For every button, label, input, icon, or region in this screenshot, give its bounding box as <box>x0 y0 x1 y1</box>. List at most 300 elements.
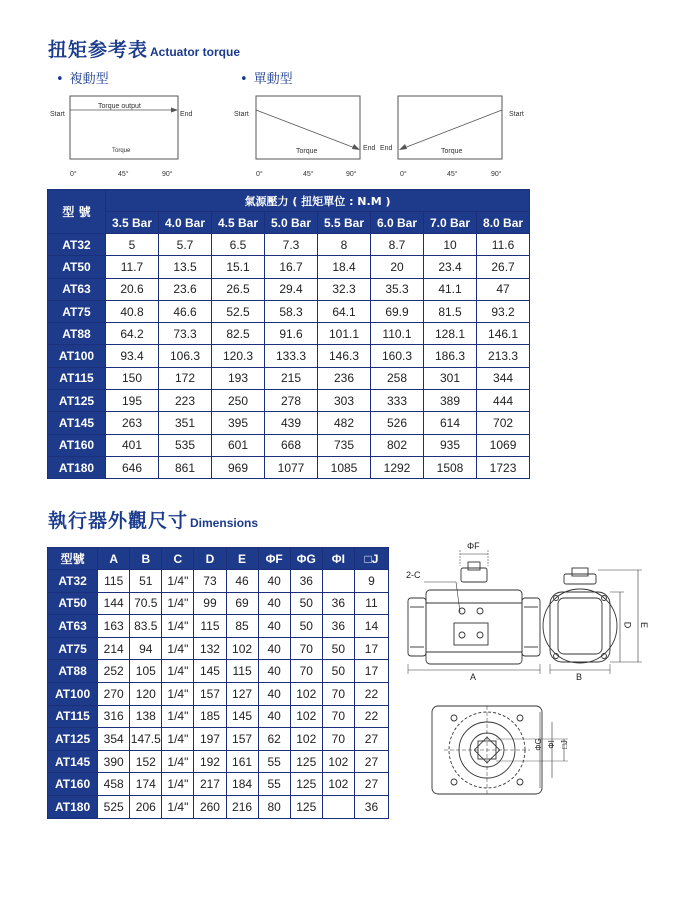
torque-cell: 215 <box>265 367 318 389</box>
torque-row-model: AT50 <box>48 256 106 278</box>
actuator-drawing-svg <box>398 540 660 820</box>
dimension-cell: 1/4" <box>162 637 194 660</box>
torque-cell: 702 <box>477 412 530 434</box>
torque-cell: 351 <box>159 412 212 434</box>
torque-cell: 236 <box>318 367 371 389</box>
dimension-cell: 125 <box>290 795 322 818</box>
graph-spring-close-start: Start <box>234 111 249 118</box>
torque-row-model: AT115 <box>48 367 106 389</box>
graph-spring-close <box>230 92 400 182</box>
dimension-cell: 184 <box>226 773 258 796</box>
torque-cell: 535 <box>159 434 212 456</box>
torque-cell: 128.1 <box>424 323 477 345</box>
dimension-table-row <box>48 592 389 615</box>
torque-cell: 278 <box>265 390 318 412</box>
dimension-cell: 50 <box>290 592 322 615</box>
dimension-cell: 145 <box>194 660 226 683</box>
dimension-cell: 152 <box>130 750 162 773</box>
dimension-cell: 185 <box>194 705 226 728</box>
torque-col-header: 7.0 Bar <box>424 212 477 234</box>
drawing-label-e: E <box>639 621 650 629</box>
dimension-cell: 70 <box>290 660 322 683</box>
single-acting-label: • 單動型 <box>240 72 293 87</box>
dimension-cell: 50 <box>322 637 354 660</box>
side-view-body <box>543 568 617 663</box>
torque-cell: 23.6 <box>159 278 212 300</box>
drawing-label-d: D <box>622 621 633 629</box>
torque-cell: 389 <box>424 390 477 412</box>
torque-cell: 5 <box>106 234 159 256</box>
torque-cell: 526 <box>371 412 424 434</box>
dimension-model-header: 型號 <box>48 548 98 570</box>
dimension-cell: 46 <box>226 570 258 593</box>
dimension-cell: 127 <box>226 682 258 705</box>
torque-cell: 186.3 <box>424 345 477 367</box>
torque-cell: 213.3 <box>477 345 530 367</box>
graph-spring-close-label: Torque <box>296 148 318 155</box>
torque-cell: 5.7 <box>159 234 212 256</box>
torque-cell: 301 <box>424 367 477 389</box>
torque-cell: 81.5 <box>424 300 477 322</box>
dimension-cell: 216 <box>226 795 258 818</box>
torque-cell: 41.1 <box>424 278 477 300</box>
dimension-row-model: AT63 <box>48 615 98 638</box>
dimension-row-model: AT88 <box>48 660 98 683</box>
dimension-col-header: D <box>194 548 226 570</box>
dimension-cell: 27 <box>354 773 388 796</box>
dimension-cell: 390 <box>98 750 130 773</box>
dimension-cell: 1/4" <box>162 750 194 773</box>
graph-double-acting <box>40 92 210 182</box>
torque-table-row <box>48 367 530 389</box>
dimension-cell: 11 <box>354 592 388 615</box>
torque-cell: 16.7 <box>265 256 318 278</box>
torque-cell: 133.3 <box>265 345 318 367</box>
torque-row-model: AT100 <box>48 345 106 367</box>
torque-cell: 93.2 <box>477 300 530 322</box>
dimension-table-row <box>48 773 389 796</box>
torque-row-model: AT145 <box>48 412 106 434</box>
torque-cell: 1723 <box>477 456 530 478</box>
dimension-cell: 147.5 <box>130 728 162 751</box>
dimension-row-model: AT160 <box>48 773 98 796</box>
dimension-col-header: ΦF <box>258 548 290 570</box>
torque-cell: 69.9 <box>371 300 424 322</box>
dimension-cell: 14 <box>354 615 388 638</box>
torque-cell: 258 <box>371 367 424 389</box>
graph-spring-open-label: Torque <box>441 148 463 155</box>
graph-spring-open-end: End <box>380 145 393 152</box>
torque-cell: 52.5 <box>212 300 265 322</box>
dimension-cell: 458 <box>98 773 130 796</box>
dimension-cell: 102 <box>290 682 322 705</box>
torque-col-header: 5.5 Bar <box>318 212 371 234</box>
drawing-label-phi-f: ΦF <box>467 541 480 551</box>
torque-table-row <box>48 345 530 367</box>
dimension-cell: 17 <box>354 660 388 683</box>
torque-cell: 106.3 <box>159 345 212 367</box>
graph-double-start: Start <box>50 111 65 118</box>
drawing-label-phi-g: ΦG <box>533 738 543 751</box>
dimension-table-row <box>48 750 389 773</box>
dimension-cell: 40 <box>258 592 290 615</box>
torque-cell: 193 <box>212 367 265 389</box>
dimension-cell: 62 <box>258 728 290 751</box>
torque-cell: 26.7 <box>477 256 530 278</box>
dimension-col-header: □J <box>354 548 388 570</box>
drawing-label-b: B <box>576 672 583 682</box>
torque-row-model: AT32 <box>48 234 106 256</box>
dimension-cell: 214 <box>98 637 130 660</box>
torque-cell: 47 <box>477 278 530 300</box>
dimension-cell: 17 <box>354 637 388 660</box>
dimension-cell: 354 <box>98 728 130 751</box>
torque-cell: 401 <box>106 434 159 456</box>
graph-spring-open-tick-0: 0° <box>400 171 407 178</box>
dimension-cell: 22 <box>354 705 388 728</box>
dimension-cell: 9 <box>354 570 388 593</box>
dimension-cell: 27 <box>354 728 388 751</box>
dimension-cell: 102 <box>290 705 322 728</box>
torque-cell: 395 <box>212 412 265 434</box>
dimension-cell: 125 <box>290 773 322 796</box>
dimension-cell: 115 <box>194 615 226 638</box>
graph-spring-open <box>380 92 540 182</box>
dimension-row-model: AT75 <box>48 637 98 660</box>
torque-cell: 195 <box>106 390 159 412</box>
dimension-cell: 157 <box>226 728 258 751</box>
torque-cell: 333 <box>371 390 424 412</box>
dimension-cell: 36 <box>290 570 322 593</box>
graph-spring-open-svg <box>380 92 540 182</box>
dimension-cell: 70 <box>322 682 354 705</box>
torque-cell: 1077 <box>265 456 318 478</box>
dimension-cell: 70.5 <box>130 592 162 615</box>
torque-cell: 1085 <box>318 456 371 478</box>
dimension-cell: 1/4" <box>162 795 194 818</box>
graph-spring-close-end: End <box>363 145 376 152</box>
dimension-cell: 99 <box>194 592 226 615</box>
graph-spring-open-start: Start <box>509 111 524 118</box>
torque-cell: 263 <box>106 412 159 434</box>
torque-table-row <box>48 456 530 478</box>
dimension-row-model: AT180 <box>48 795 98 818</box>
dimension-cell: 105 <box>130 660 162 683</box>
torque-cell: 250 <box>212 390 265 412</box>
torque-cell: 26.5 <box>212 278 265 300</box>
torque-cell: 861 <box>159 456 212 478</box>
torque-cell: 735 <box>318 434 371 456</box>
torque-col-header: 6.0 Bar <box>371 212 424 234</box>
dimension-cell: 525 <box>98 795 130 818</box>
drawing-label-a: A <box>470 672 477 682</box>
dimension-cell: 69 <box>226 592 258 615</box>
dimension-cell: 1/4" <box>162 705 194 728</box>
torque-cell: 20 <box>371 256 424 278</box>
torque-title-zh: 扭矩参考表 <box>48 39 149 61</box>
dimension-cell: 51 <box>130 570 162 593</box>
dimension-cell: 102 <box>226 637 258 660</box>
torque-cell: 40.8 <box>106 300 159 322</box>
dimension-cell: 163 <box>98 615 130 638</box>
dimension-cell: 102 <box>322 773 354 796</box>
dimension-cell: 1/4" <box>162 682 194 705</box>
graph-spring-close-tick-45: 45° <box>303 171 314 178</box>
graph-double-top-label: Torque output <box>98 103 141 110</box>
actuator-drawing <box>398 540 660 820</box>
torque-cell: 73.3 <box>159 323 212 345</box>
torque-col-header: 4.5 Bar <box>212 212 265 234</box>
dimension-cell <box>322 795 354 818</box>
double-acting-text: 複動型 <box>69 72 109 87</box>
torque-table-row <box>48 278 530 300</box>
dimension-table-row <box>48 637 389 660</box>
torque-cell: 969 <box>212 456 265 478</box>
dimension-table-row <box>48 682 389 705</box>
torque-cell: 668 <box>265 434 318 456</box>
dimension-table-row <box>48 615 389 638</box>
torque-cell: 20.6 <box>106 278 159 300</box>
torque-cell: 15.1 <box>212 256 265 278</box>
dimension-col-header: ΦI <box>322 548 354 570</box>
graph-spring-close-tick-90: 90° <box>346 171 357 178</box>
torque-cell: 172 <box>159 367 212 389</box>
double-acting-label: • 複動型 <box>56 72 109 87</box>
torque-cell: 439 <box>265 412 318 434</box>
torque-cell: 11.6 <box>477 234 530 256</box>
torque-cell: 64.2 <box>106 323 159 345</box>
dimension-cell: 73 <box>194 570 226 593</box>
torque-col-header: 8.0 Bar <box>477 212 530 234</box>
torque-table-row <box>48 234 530 256</box>
graph-spring-close-svg <box>230 92 400 182</box>
dimension-col-header: E <box>226 548 258 570</box>
dimension-row-model: AT145 <box>48 750 98 773</box>
torque-cell: 35.3 <box>371 278 424 300</box>
torque-cell: 10 <box>424 234 477 256</box>
torque-cell: 120.3 <box>212 345 265 367</box>
torque-cell: 23.4 <box>424 256 477 278</box>
torque-cell: 303 <box>318 390 371 412</box>
dimension-cell: 70 <box>322 705 354 728</box>
torque-cell: 802 <box>371 434 424 456</box>
dimension-cell: 40 <box>258 570 290 593</box>
dimension-cell: 316 <box>98 705 130 728</box>
dimension-cell: 36 <box>354 795 388 818</box>
dimension-cell: 1/4" <box>162 773 194 796</box>
torque-col-header: 3.5 Bar <box>106 212 159 234</box>
dimension-table-row <box>48 660 389 683</box>
torque-cell: 223 <box>159 390 212 412</box>
torque-cell: 146.1 <box>477 323 530 345</box>
dimension-row-model: AT100 <box>48 682 98 705</box>
torque-cell: 46.6 <box>159 300 212 322</box>
torque-pressure-header: 氣源壓力 ( 扭矩單位 : N.M ) <box>106 190 530 212</box>
dimension-title-zh: 執行器外觀尺寸 <box>48 510 189 532</box>
dimension-cell: 40 <box>258 637 290 660</box>
torque-col-header: 4.0 Bar <box>159 212 212 234</box>
dimension-cell: 138 <box>130 705 162 728</box>
torque-table <box>47 189 530 479</box>
dimension-cell: 270 <box>98 682 130 705</box>
dimension-section-title <box>48 506 258 533</box>
dimension-table-row <box>48 728 389 751</box>
dimension-cell: 36 <box>322 615 354 638</box>
dimension-cell: 1/4" <box>162 660 194 683</box>
dimension-cell: 197 <box>194 728 226 751</box>
dimension-cell: 1/4" <box>162 570 194 593</box>
torque-cell: 601 <box>212 434 265 456</box>
torque-cell: 160.3 <box>371 345 424 367</box>
torque-cell: 935 <box>424 434 477 456</box>
dimension-cell: 252 <box>98 660 130 683</box>
torque-cell: 8.7 <box>371 234 424 256</box>
dimension-cell: 1/4" <box>162 615 194 638</box>
torque-row-model: AT88 <box>48 323 106 345</box>
dimension-cell: 85 <box>226 615 258 638</box>
torque-row-model: AT63 <box>48 278 106 300</box>
dimension-cell: 50 <box>290 615 322 638</box>
dimension-cell: 1/4" <box>162 592 194 615</box>
torque-model-header: 型 號 <box>48 190 106 234</box>
dimension-cell: 115 <box>98 570 130 593</box>
torque-cell: 11.7 <box>106 256 159 278</box>
torque-cell: 6.5 <box>212 234 265 256</box>
dimension-cell <box>322 570 354 593</box>
dimension-cell: 161 <box>226 750 258 773</box>
torque-section-title <box>48 35 240 62</box>
torque-row-model: AT160 <box>48 434 106 456</box>
dimension-cell: 27 <box>354 750 388 773</box>
dimension-cell: 132 <box>194 637 226 660</box>
torque-cell: 482 <box>318 412 371 434</box>
dimension-cell: 40 <box>258 705 290 728</box>
dimension-cell: 144 <box>98 592 130 615</box>
graph-spring-open-tick-45: 45° <box>447 171 458 178</box>
dimension-cell: 40 <box>258 682 290 705</box>
graph-spring-open-tick-90: 90° <box>491 171 502 178</box>
dimension-cell: 22 <box>354 682 388 705</box>
graph-double-bottom-label: Torque <box>112 148 131 154</box>
dimension-cell: 1/4" <box>162 728 194 751</box>
torque-cell: 58.3 <box>265 300 318 322</box>
dimension-cell: 102 <box>290 728 322 751</box>
dimension-cell: 120 <box>130 682 162 705</box>
dimension-cell: 145 <box>226 705 258 728</box>
dimension-cell: 102 <box>322 750 354 773</box>
torque-table-row <box>48 256 530 278</box>
torque-cell: 93.4 <box>106 345 159 367</box>
drawing-label-phi-i: ΦI <box>546 740 556 749</box>
torque-cell: 646 <box>106 456 159 478</box>
dimension-row-model: AT125 <box>48 728 98 751</box>
torque-cell: 8 <box>318 234 371 256</box>
graph-double-tick-0: 0° <box>70 171 77 178</box>
torque-table-row <box>48 390 530 412</box>
torque-cell: 13.5 <box>159 256 212 278</box>
dimension-cell: 125 <box>290 750 322 773</box>
dimension-cell: 157 <box>194 682 226 705</box>
dimension-cell: 50 <box>322 660 354 683</box>
dimension-cell: 94 <box>130 637 162 660</box>
dimension-table-row <box>48 705 389 728</box>
graph-double-tick-90: 90° <box>162 171 173 178</box>
dimension-table-row <box>48 795 389 818</box>
dimension-cell: 80 <box>258 795 290 818</box>
dimension-table <box>47 547 389 819</box>
torque-row-model: AT125 <box>48 390 106 412</box>
dimension-cell: 40 <box>258 615 290 638</box>
dimension-cell: 70 <box>290 637 322 660</box>
torque-cell: 1508 <box>424 456 477 478</box>
graph-spring-close-tick-0: 0° <box>256 171 263 178</box>
torque-cell: 29.4 <box>265 278 318 300</box>
dimension-table-row <box>48 570 389 593</box>
dimension-cell: 83.5 <box>130 615 162 638</box>
front-view-body <box>408 562 540 664</box>
torque-cell: 18.4 <box>318 256 371 278</box>
dimension-cell: 192 <box>194 750 226 773</box>
drawing-label-2c: 2-C <box>406 570 421 580</box>
torque-cell: 101.1 <box>318 323 371 345</box>
dimension-cell: 217 <box>194 773 226 796</box>
dimension-col-header: A <box>98 548 130 570</box>
dimension-cell: 40 <box>258 660 290 683</box>
torque-table-row <box>48 412 530 434</box>
dimension-title-en: Dimensions <box>190 516 259 530</box>
torque-cell: 344 <box>477 367 530 389</box>
torque-cell: 444 <box>477 390 530 412</box>
torque-cell: 64.1 <box>318 300 371 322</box>
bottom-view-body <box>432 706 542 794</box>
dimension-cell: 36 <box>322 592 354 615</box>
torque-cell: 110.1 <box>371 323 424 345</box>
torque-table-row <box>48 434 530 456</box>
dimension-cell: 55 <box>258 773 290 796</box>
dimension-cell: 115 <box>226 660 258 683</box>
torque-table-row <box>48 300 530 322</box>
torque-cell: 1069 <box>477 434 530 456</box>
dimension-col-header: ΦG <box>290 548 322 570</box>
torque-cell: 150 <box>106 367 159 389</box>
torque-cell: 32.3 <box>318 278 371 300</box>
dimension-cell: 206 <box>130 795 162 818</box>
torque-cell: 1292 <box>371 456 424 478</box>
torque-cell: 7.3 <box>265 234 318 256</box>
dimension-cell: 55 <box>258 750 290 773</box>
drawing-label-sq-j: □J <box>559 740 569 749</box>
dimension-cell: 70 <box>322 728 354 751</box>
graph-double-end: End <box>180 111 193 118</box>
dimension-row-model: AT50 <box>48 592 98 615</box>
dimension-row-model: AT32 <box>48 570 98 593</box>
torque-title-en: Actuator torque <box>150 45 241 59</box>
dimension-col-header: C <box>162 548 194 570</box>
torque-table-row <box>48 323 530 345</box>
dimension-cell: 174 <box>130 773 162 796</box>
torque-col-header: 5.0 Bar <box>265 212 318 234</box>
torque-cell: 614 <box>424 412 477 434</box>
dimension-col-header: B <box>130 548 162 570</box>
graph-double-tick-45: 45° <box>118 171 129 178</box>
torque-row-model: AT180 <box>48 456 106 478</box>
dimension-cell: 260 <box>194 795 226 818</box>
dimension-row-model: AT115 <box>48 705 98 728</box>
torque-cell: 91.6 <box>265 323 318 345</box>
torque-cell: 82.5 <box>212 323 265 345</box>
torque-cell: 146.3 <box>318 345 371 367</box>
torque-row-model: AT75 <box>48 300 106 322</box>
